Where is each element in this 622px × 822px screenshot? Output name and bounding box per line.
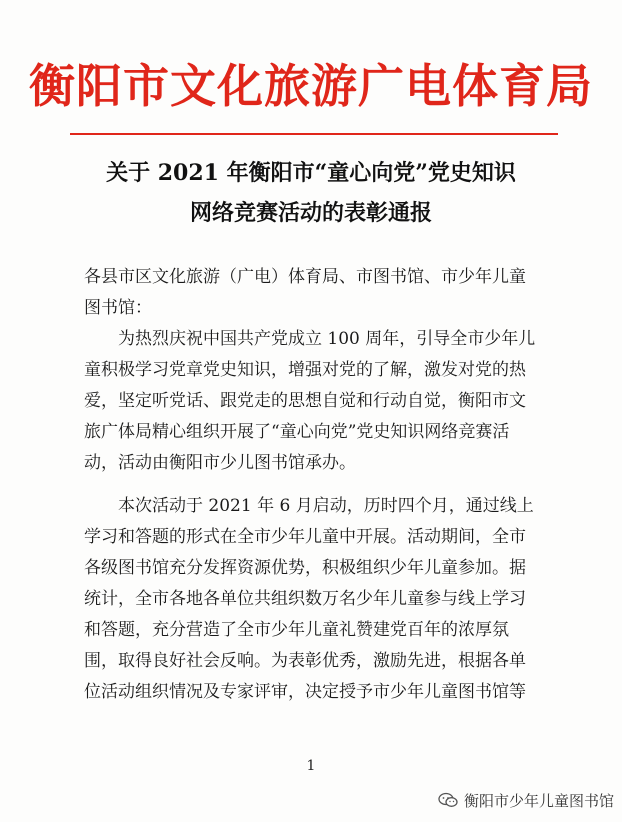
body-line: 和答题，充分营造了全市少年儿童礼赞建党百年的浓厚氛 [84,620,509,640]
body-line: 统计，全市各地各单位共组织数万名少年儿童参与线上学习 [84,589,526,609]
body-line: 学习和答题的形式在全市少年儿童中开展。活动期间，全市 [84,527,526,547]
page-number: 1 [306,758,316,774]
watermark-text: 衡阳市少年儿童图书馆 [463,791,614,810]
document-body [84,262,554,708]
title-line-1: 关于 2021 年衡阳市“童心向党”党史知识 [106,160,516,186]
body-line: 围，取得良好社会反响。为表彰优秀，激励先进，根据各单 [84,651,526,671]
body-line: 位活动组织情况及专家评审，决定授予市少年儿童图书馆等 [84,682,526,702]
body-line: 动，活动由衡阳市少儿图书馆承办。 [84,453,356,473]
agency-masthead: 衡阳市文化旅游广电体育局 [29,59,593,113]
body-line: 为热烈庆祝中国共产党成立 100 周年，引导全市少年儿 [84,329,536,349]
body-line: 旅广体局精心组织开展了“童心向党”党史知识网络竞赛活 [84,422,510,442]
account-watermark [438,788,614,812]
body-line: 童积极学习党章党史知识，增强对党的了解，激发对党的热 [84,360,526,380]
title-line-2: 网络竞赛活动的表彰通报 [189,200,432,226]
body-line: 图书馆： [84,298,152,318]
body-line: 各县市区文化旅游（广电）体育局、市图书馆、市少年儿童 [84,267,526,287]
body-line: 各级图书馆充分发挥资源优势，积极组织少年儿童参加。据 [84,558,526,578]
red-divider [70,133,558,135]
document-title [60,153,562,233]
body-line: 爱，坚定听党话、跟党走的思想自觉和行动自觉，衡阳市文 [84,391,526,411]
body-line: 本次活动于 2021 年 6 月启动，历时四个月，通过线上 [84,496,534,516]
wechat-icon [438,792,458,808]
